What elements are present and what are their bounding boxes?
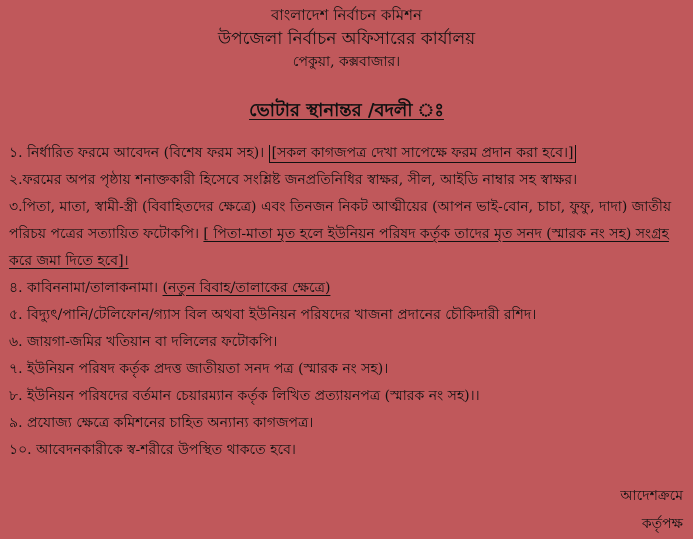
item-text: ২.ফরমের অপর পৃষ্ঠায় শনাক্তকারী হিসেবে সংশ্লিষ্ট জনপ্রতিনিধির স্বাক্ষর, সীল, আইডি নাম্বার সহ স্বাক্ষর। (9, 172, 578, 188)
list-item (9, 275, 689, 302)
item-note: (নতুন বিবাহ/তালাকের ক্ষেত্রে) (162, 280, 331, 296)
item-text: ৫. বিদ্যুৎ/পানি/টেলিফোন/গ্যাস বিল অথবা ইউনিয়ন পরিষদের খাজনা প্রদানের চৌকিদারী রশিদ। (9, 307, 537, 323)
notice-title (0, 96, 693, 127)
list-item (9, 410, 689, 437)
item-text: ৮. ইউনিয়ন পরিষদের বর্তমান চেয়ারম্যান কর্তৃক লিখিত প্রত্যায়নপত্র (স্মারক নং সহ)।। (9, 388, 480, 404)
requirements-list (9, 140, 689, 464)
list-item (9, 140, 689, 167)
commission-name: বাংলাদেশ নির্বাচন কমিশন (271, 6, 422, 24)
office-location: পেকুয়া, কক্সবাজার। (292, 54, 401, 70)
item-text: ৯. প্রযোজ্য ক্ষেত্রে কমিশনের চাহিত অন্যান্য কাগজপত্র। (9, 415, 314, 431)
list-item (9, 194, 689, 275)
notice-title-text: ভোটার স্থানান্তর /বদলী ঃ (249, 100, 444, 121)
list-item (9, 329, 689, 356)
item-text: ৩.পিতা, মাতা, স্বামী-স্ত্রী (বিবাহিতদের ক্ষেত্রে) এবং তিনজন নিকট আত্মীয়ের (আপন ভাই-বোন, চাচা, ফুফু, দাদা) জাতীয় পরিচয় পত্রের সত্যায়িত ফটোকপি। (9, 199, 672, 242)
item-note: [ পিতা-মাতা মৃত হলে ইউনিয়ন পরিষদ কর্তৃক তাদের মৃত সনদ (স্মারক নং সহ) সংগ্রহ করে জমা দিতে হবে]। (9, 226, 669, 269)
item-text: ৬. জায়গা-জমির খতিয়ান বা দলিলের ফটোকপি। (9, 334, 278, 350)
list-item (9, 167, 689, 194)
item-text: ১০. আবেদনকারীকে স্ব-শরীরে উপস্থিত থাকতে হবে। (9, 442, 296, 458)
list-item (9, 302, 689, 329)
office-name: উপজেলা নির্বাচন অফিসারের কার্যালয় (217, 29, 476, 49)
list-item (9, 383, 689, 410)
signature-order-text: আদেশক্রমে (620, 488, 683, 504)
item-text: ১. নির্ধারিত ফরমে আবেদন (বিশেষ ফরম সহ)। (9, 145, 265, 161)
signature-authority-text: কর্তৃপক্ষ (641, 516, 683, 532)
list-item (9, 356, 689, 383)
list-item (9, 437, 689, 464)
item-text: ৪. কাবিননামা/তালাকনামা। (9, 280, 159, 296)
item-text: ৭. ইউনিয়ন পরিষদ কর্তৃক প্রদত্ত জাতীয়তা সনদ পত্র (স্মারক নং সহ)। (9, 361, 389, 377)
item-note: [সকল কাগজপত্র দেখা সাপেক্ষে ফরম প্রদান করা হবে।] (269, 145, 577, 163)
